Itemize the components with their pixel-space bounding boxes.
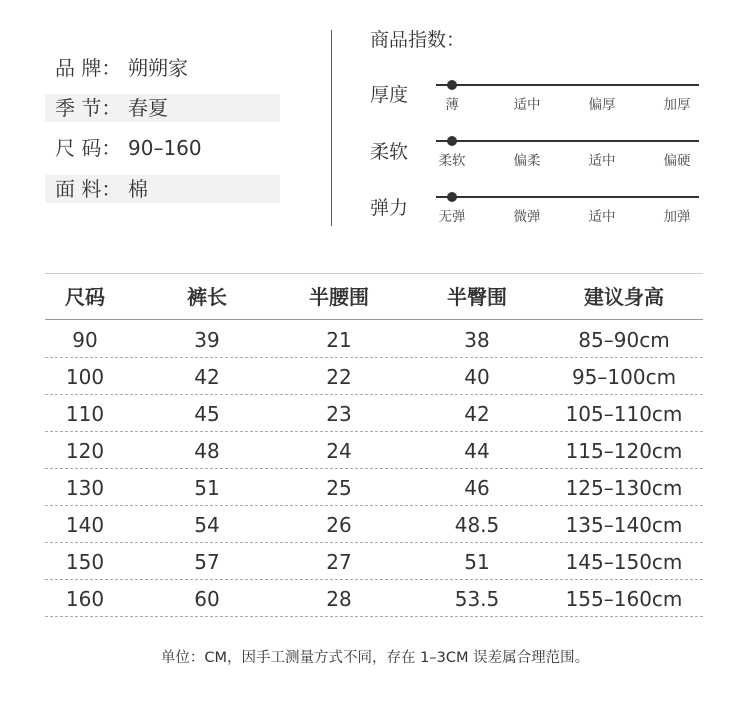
- table-cell: 110: [65, 402, 105, 426]
- info-label: 品 牌：: [55, 56, 122, 80]
- info-row-season: [45, 94, 280, 122]
- table-cell: 54: [194, 513, 220, 537]
- info-row-fabric: [45, 175, 280, 203]
- table-row: [45, 320, 703, 358]
- table-cell: 21: [326, 328, 352, 352]
- table-cell: 22: [326, 365, 352, 389]
- measurement-note: 单位：CM，因手工测量方式不同，存在 1–3CM 误差属合理范围。: [160, 650, 590, 666]
- index-level: 偏柔: [513, 153, 541, 169]
- table-cell: 48: [194, 439, 220, 463]
- table-row: [45, 542, 703, 580]
- table-cell: 105–110cm: [565, 402, 683, 426]
- table-cell: 100: [65, 365, 105, 389]
- info-row-brand: [45, 54, 280, 82]
- table-cell: 39: [194, 328, 220, 352]
- index-level: 适中: [588, 153, 616, 169]
- info-label: 尺 码：: [55, 136, 122, 160]
- table-cell: 48.5: [454, 513, 500, 537]
- index-marker: [447, 192, 457, 202]
- table-cell: 60: [194, 587, 220, 611]
- table-cell: 160: [65, 587, 105, 611]
- table-cell: 150: [65, 550, 105, 574]
- product-index-title: 商品指数：: [370, 29, 466, 51]
- index-label-thickness: 厚度: [370, 84, 409, 106]
- table-cell: 155–160cm: [565, 587, 683, 611]
- table-row: [45, 394, 703, 432]
- table-cell: 57: [194, 550, 220, 574]
- table-cell: 120: [65, 439, 105, 463]
- info-value: 春夏: [128, 96, 168, 120]
- table-cell: 90: [72, 328, 98, 352]
- index-level: 柔软: [438, 153, 466, 169]
- table-row: [45, 505, 703, 543]
- table-cell: 42: [194, 365, 220, 389]
- table-cell: 53.5: [454, 587, 500, 611]
- table-cell: 85–90cm: [578, 328, 670, 352]
- info-label: 季 节：: [55, 96, 122, 120]
- info-value: 棉: [128, 177, 148, 201]
- table-cell: 51: [194, 476, 220, 500]
- info-value: 朔朔家: [128, 56, 188, 80]
- table-cell: 27: [326, 550, 352, 574]
- table-row: [45, 357, 703, 395]
- table-cell: 42: [464, 402, 490, 426]
- table-cell: 125–130cm: [565, 476, 683, 500]
- table-cell: 135–140cm: [565, 513, 683, 537]
- index-track: [436, 84, 699, 86]
- index-level: 偏硬: [663, 153, 691, 169]
- table-header-waist: 半腰围: [309, 285, 369, 309]
- index-level: 无弹: [438, 209, 466, 225]
- table-cell: 45: [194, 402, 220, 426]
- table-cell: 40: [464, 365, 490, 389]
- table-cell: 140: [65, 513, 105, 537]
- table-header-length: 裤长: [187, 285, 227, 309]
- index-level: 薄: [445, 97, 459, 113]
- info-value: 90–160: [128, 136, 202, 160]
- table-cell: 44: [464, 439, 490, 463]
- index-level: 适中: [513, 97, 541, 113]
- table-header-size: 尺码: [65, 285, 105, 309]
- table-top-border: [45, 273, 703, 274]
- table-cell: 130: [65, 476, 105, 500]
- index-marker: [447, 136, 457, 146]
- vertical-divider: [331, 30, 332, 226]
- table-header-hip: 半臀围: [447, 285, 507, 309]
- table-row: [45, 579, 703, 617]
- index-level: 加厚: [663, 97, 691, 113]
- table-cell: 23: [326, 402, 352, 426]
- table-cell: 95–100cm: [571, 365, 677, 389]
- table-cell: 38: [464, 328, 490, 352]
- info-label: 面 料：: [55, 177, 122, 201]
- index-level: 微弹: [513, 209, 541, 225]
- table-header-height: 建议身高: [584, 285, 664, 309]
- index-level: 偏厚: [588, 97, 616, 113]
- table-cell: 145–150cm: [565, 550, 683, 574]
- info-row-size: [45, 134, 280, 162]
- index-label-elasticity: 弹力: [370, 197, 409, 219]
- index-level: 加弹: [663, 209, 691, 225]
- index-track: [436, 140, 699, 142]
- table-cell: 115–120cm: [565, 439, 683, 463]
- index-label-softness: 柔软: [370, 141, 409, 163]
- table-row: [45, 468, 703, 506]
- index-marker: [447, 80, 457, 90]
- table-row: [45, 431, 703, 469]
- table-cell: 46: [464, 476, 490, 500]
- table-cell: 28: [326, 587, 352, 611]
- table-cell: 26: [326, 513, 352, 537]
- table-cell: 24: [326, 439, 352, 463]
- table-cell: 51: [464, 550, 490, 574]
- index-track: [436, 196, 699, 198]
- index-level: 适中: [588, 209, 616, 225]
- table-cell: 25: [326, 476, 352, 500]
